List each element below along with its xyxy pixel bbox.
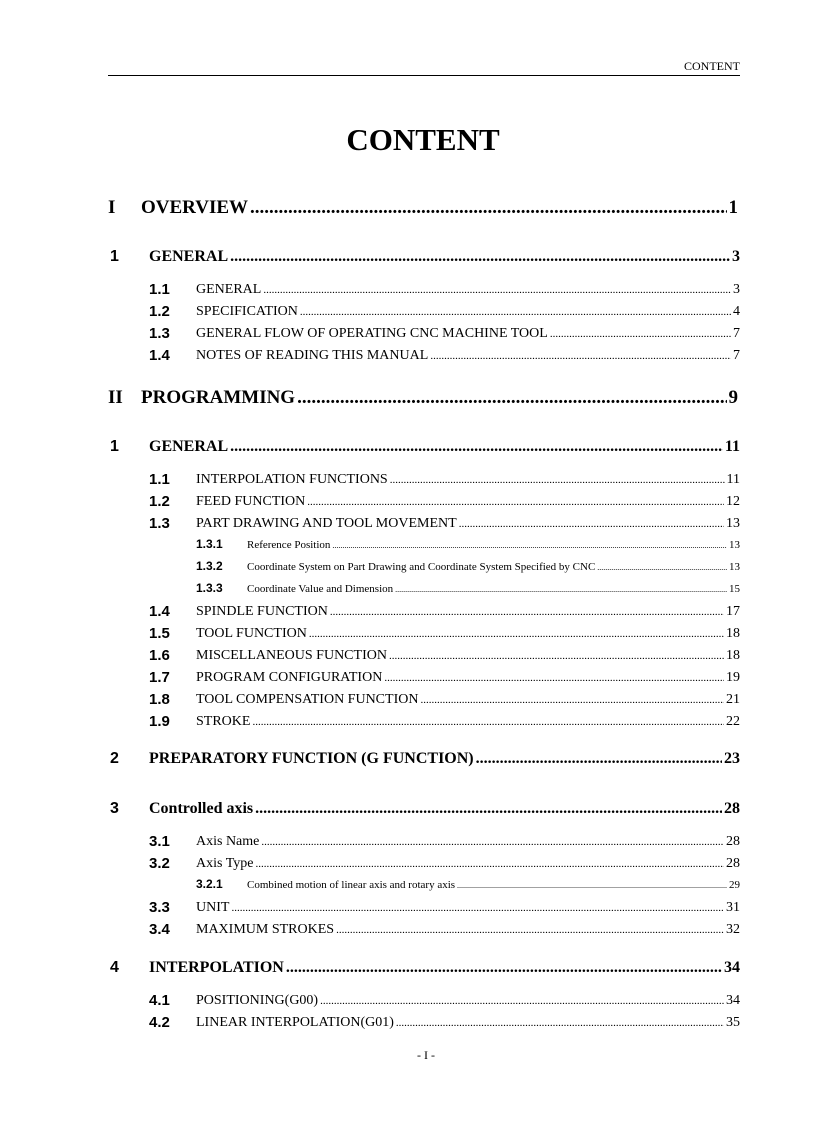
toc-entry-section[interactable] bbox=[149, 626, 740, 642]
toc-entry-number: 1 bbox=[110, 438, 119, 455]
toc-entry-number: 3 bbox=[110, 800, 119, 817]
dot-leader bbox=[550, 326, 731, 342]
dot-leader bbox=[255, 856, 724, 872]
dot-leader bbox=[307, 494, 724, 510]
toc-entry-section[interactable] bbox=[149, 1015, 740, 1031]
toc-entry-title: FEED FUNCTION bbox=[196, 494, 306, 509]
toc-entry-section[interactable] bbox=[149, 304, 740, 320]
dot-leader bbox=[252, 714, 724, 730]
dot-leader bbox=[395, 583, 727, 595]
dot-leader bbox=[230, 248, 730, 266]
toc-entry-section[interactable] bbox=[149, 856, 740, 872]
toc-entry-title: Coordinate Value and Dimension bbox=[247, 583, 394, 595]
toc-entry-number: 1.4 bbox=[149, 347, 170, 364]
dot-leader bbox=[476, 750, 722, 768]
toc-entry-section[interactable] bbox=[149, 348, 740, 364]
toc-entry-number: 1.2 bbox=[149, 493, 170, 510]
toc-entry-title: PREPARATORY FUNCTION (G FUNCTION) bbox=[149, 750, 474, 767]
toc-entry-number: 1.3.2 bbox=[196, 559, 223, 573]
toc-entry-page: 28 bbox=[726, 834, 740, 849]
toc-entry-number: 3.1 bbox=[149, 833, 170, 850]
toc-entry-number: 1.8 bbox=[149, 691, 170, 708]
toc-entry-title: Axis Name bbox=[196, 834, 260, 849]
toc-entry-page: 11 bbox=[724, 438, 740, 455]
toc-entry-number: I bbox=[108, 197, 116, 218]
toc-entry-section[interactable] bbox=[149, 472, 740, 488]
toc-entry-chapter[interactable] bbox=[110, 438, 740, 456]
toc-entry-number: 4 bbox=[110, 959, 119, 976]
dot-leader bbox=[297, 387, 726, 409]
toc-entry-title: Controlled axis bbox=[149, 800, 254, 817]
toc-entry-title: INTERPOLATION bbox=[149, 959, 284, 976]
dot-leader bbox=[330, 604, 724, 620]
toc-entry-section[interactable] bbox=[149, 326, 740, 342]
toc-entry-title: POSITIONING(G00) bbox=[196, 993, 319, 1008]
toc-entry-page: 29 bbox=[729, 879, 740, 891]
toc-entry-page: 19 bbox=[726, 670, 740, 685]
toc-entry-number: 1.3 bbox=[149, 325, 170, 342]
toc-entry-page: 1 bbox=[728, 197, 738, 218]
toc-entry-title: Coordinate System on Part Drawing and Coordinate System Specified by CNC bbox=[247, 561, 596, 573]
toc-entry-section[interactable] bbox=[149, 282, 740, 298]
toc-entry-subsection[interactable] bbox=[196, 561, 740, 573]
toc-entry-number: 1.4 bbox=[149, 603, 170, 620]
toc-entry-section[interactable] bbox=[149, 692, 740, 708]
dot-leader bbox=[336, 922, 724, 938]
toc-entry-number: 2 bbox=[110, 750, 119, 767]
dot-leader bbox=[230, 438, 723, 456]
toc-entry-page: 23 bbox=[724, 750, 740, 767]
toc-entry-subsection[interactable] bbox=[196, 583, 740, 595]
toc-entry-title: INTERPOLATION FUNCTIONS bbox=[196, 472, 388, 487]
toc-entry-title: TOOL FUNCTION bbox=[196, 626, 307, 641]
toc-entry-page: 12 bbox=[726, 494, 740, 509]
dot-leader bbox=[389, 648, 724, 664]
dot-leader bbox=[309, 626, 724, 642]
toc-entry-title: GENERAL bbox=[149, 248, 229, 265]
dot-leader bbox=[420, 692, 724, 708]
dot-leader bbox=[390, 472, 725, 488]
toc-entry-number: 1.6 bbox=[149, 647, 170, 664]
toc-entry-title: PART DRAWING AND TOOL MOVEMENT bbox=[196, 516, 457, 531]
dot-leader bbox=[384, 670, 724, 686]
toc-entry-number: 3.4 bbox=[149, 921, 170, 938]
toc-entry-title: Axis Type bbox=[196, 856, 254, 871]
toc-entry-number: 1 bbox=[110, 248, 119, 265]
page-number: - I - bbox=[417, 1048, 435, 1062]
toc-entry-number: 3.2.1 bbox=[196, 877, 223, 891]
toc-entry-title: SPECIFICATION bbox=[196, 304, 298, 319]
toc-entry-page: 15 bbox=[729, 583, 740, 595]
dot-leader bbox=[250, 197, 726, 219]
toc-entry-page: 13 bbox=[729, 539, 740, 551]
toc-entry-page: 32 bbox=[726, 922, 740, 937]
dot-leader bbox=[459, 516, 724, 532]
toc-entry-subsection[interactable] bbox=[196, 879, 740, 891]
toc-entry-section[interactable] bbox=[149, 922, 740, 938]
running-header bbox=[108, 56, 740, 76]
dot-leader bbox=[300, 304, 731, 320]
toc-entry-section[interactable] bbox=[149, 834, 740, 850]
toc-entry-page: 22 bbox=[726, 714, 740, 729]
toc-entry-number: 4.1 bbox=[149, 992, 170, 1009]
toc-entry-section[interactable] bbox=[149, 714, 740, 730]
toc-entry-part[interactable] bbox=[108, 197, 738, 219]
toc-entry-page: 4 bbox=[733, 304, 740, 319]
toc-entry-title: STROKE bbox=[196, 714, 251, 729]
toc-entry-section[interactable] bbox=[149, 993, 740, 1009]
toc-entry-number: 1.5 bbox=[149, 625, 170, 642]
toc-entry-page: 35 bbox=[726, 1015, 740, 1030]
toc-entry-number: 1.1 bbox=[149, 281, 170, 298]
toc-entry-number: 4.2 bbox=[149, 1014, 170, 1031]
toc-entry-page: 13 bbox=[726, 516, 740, 531]
dot-leader bbox=[263, 282, 731, 298]
toc-entry-page: 18 bbox=[726, 648, 740, 663]
toc-entry-page: 17 bbox=[726, 604, 740, 619]
toc-entry-number: 1.3.1 bbox=[196, 537, 223, 551]
toc-entry-title: PROGRAMMING bbox=[141, 387, 296, 408]
toc-entry-section[interactable] bbox=[149, 670, 740, 686]
toc-entry-page: 9 bbox=[728, 387, 738, 408]
toc-entry-page: 3 bbox=[732, 248, 740, 265]
toc-entry-page: 28 bbox=[726, 856, 740, 871]
toc-entry-section[interactable] bbox=[149, 648, 740, 664]
toc-entry-part[interactable] bbox=[108, 387, 738, 409]
dot-leader bbox=[430, 348, 731, 364]
toc-entry-title: PROGRAM CONFIGURATION bbox=[196, 670, 383, 685]
toc-entry-title: GENERAL bbox=[196, 282, 262, 297]
toc-entry-number: 3.3 bbox=[149, 899, 170, 916]
toc-entry-page: 34 bbox=[724, 959, 740, 976]
toc-entry-title: TOOL COMPENSATION FUNCTION bbox=[196, 692, 419, 707]
toc-entry-title: SPINDLE FUNCTION bbox=[196, 604, 328, 619]
toc-entry-section[interactable] bbox=[149, 494, 740, 510]
dot-leader bbox=[332, 539, 727, 551]
toc-entry-title: NOTES OF READING THIS MANUAL bbox=[196, 348, 429, 363]
toc-entry-number: 1.3.3 bbox=[196, 581, 223, 595]
toc-entry-page: 31 bbox=[726, 900, 740, 915]
dot-leader bbox=[286, 959, 722, 977]
toc-entry-title: LINEAR INTERPOLATION(G01) bbox=[196, 1015, 394, 1030]
toc-entry-page: 7 bbox=[733, 326, 740, 341]
toc-entry-title: UNIT bbox=[196, 900, 230, 915]
dot-leader bbox=[231, 900, 724, 916]
dot-leader bbox=[255, 800, 722, 818]
dot-leader bbox=[261, 834, 724, 850]
toc-entry-section[interactable] bbox=[149, 604, 740, 620]
toc-entry-page: 18 bbox=[726, 626, 740, 641]
toc-entry-number: 1.2 bbox=[149, 303, 170, 320]
toc-entry-page: 3 bbox=[733, 282, 740, 297]
toc-entry-chapter[interactable] bbox=[110, 750, 740, 768]
toc-entry-subsection[interactable] bbox=[196, 539, 740, 551]
toc-entry-section[interactable] bbox=[149, 900, 740, 916]
toc-entry-title: Combined motion of linear axis and rotary axis bbox=[247, 879, 456, 891]
toc-entry-chapter[interactable] bbox=[110, 959, 740, 977]
running-header-title: CONTENT bbox=[684, 59, 740, 73]
toc-entry-page: 28 bbox=[724, 800, 740, 817]
toc-entry-number: 1.3 bbox=[149, 515, 170, 532]
dot-leader bbox=[457, 879, 727, 891]
dot-leader bbox=[320, 993, 724, 1009]
toc-entry-title: GENERAL FLOW OF OPERATING CNC MACHINE TOOL bbox=[196, 326, 548, 341]
dot-leader bbox=[597, 561, 727, 573]
page-title: CONTENT bbox=[346, 122, 500, 157]
toc-entry-title: OVERVIEW bbox=[141, 197, 249, 218]
toc-entry-title: Reference Position bbox=[247, 539, 331, 551]
toc-entry-page: 11 bbox=[726, 472, 740, 487]
toc-entry-chapter[interactable] bbox=[110, 800, 740, 818]
toc-entry-chapter[interactable] bbox=[110, 248, 740, 266]
toc-entry-section[interactable] bbox=[149, 516, 740, 532]
toc-entry-number: 3.2 bbox=[149, 855, 170, 872]
dot-leader bbox=[396, 1015, 724, 1031]
toc-entry-page: 21 bbox=[726, 692, 740, 707]
toc-entry-page: 34 bbox=[726, 993, 740, 1008]
toc-entry-title: MAXIMUM STROKES bbox=[196, 922, 335, 937]
toc-entry-title: GENERAL bbox=[149, 438, 229, 455]
toc-entry-page: 13 bbox=[729, 561, 740, 573]
toc-entry-number: II bbox=[108, 387, 123, 408]
toc-entry-title: MISCELLANEOUS FUNCTION bbox=[196, 648, 387, 663]
toc-entry-number: 1.7 bbox=[149, 669, 170, 686]
toc-entry-number: 1.9 bbox=[149, 713, 170, 730]
toc-entry-page: 7 bbox=[733, 348, 740, 363]
toc-entry-number: 1.1 bbox=[149, 471, 170, 488]
